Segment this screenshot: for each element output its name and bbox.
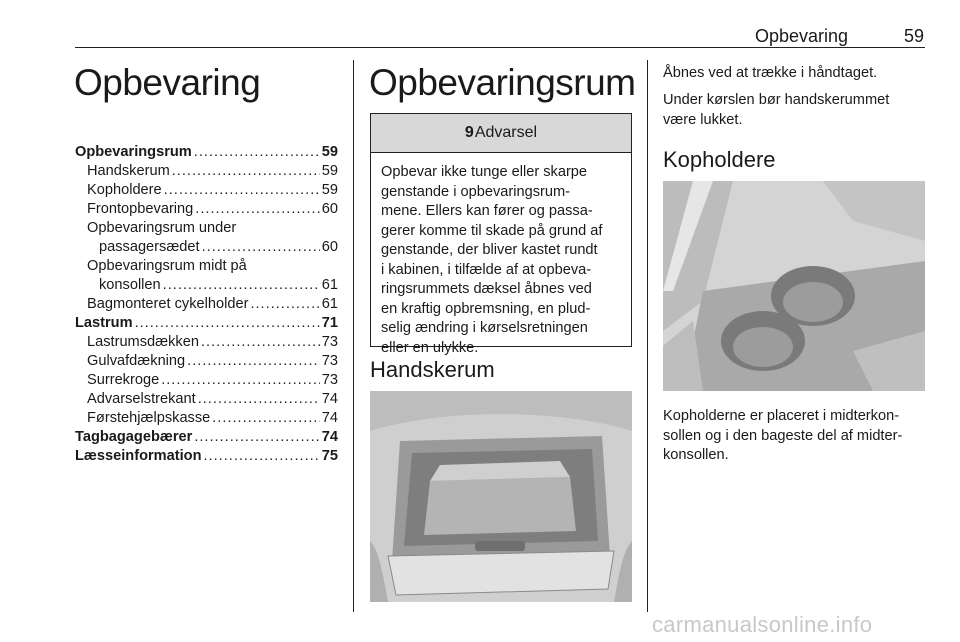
- toc-entry-page: 59: [321, 163, 338, 179]
- header-rule: [75, 47, 925, 48]
- toc-entry-label: Opbevaringsrum: [75, 144, 192, 160]
- toc-entry-label: konsollen: [99, 277, 161, 293]
- warning-line: mene. Ellers kan fører og passa-: [381, 203, 593, 219]
- table-of-contents: [75, 143, 338, 466]
- cupholder-heading: Kopholdere: [663, 147, 776, 172]
- toc-leader-dots: [172, 162, 320, 181]
- toc-entry: [75, 276, 338, 295]
- toc-entry: [75, 295, 338, 314]
- warning-line: selig ændring i kørselsretningen: [381, 320, 588, 336]
- toc-entry-page: 74: [321, 391, 338, 407]
- warning-text: [371, 153, 631, 358]
- toc-entry-page: 74: [321, 429, 338, 445]
- warning-line: genstande, der bliver kastet rundt: [381, 242, 598, 258]
- toc-entry: [75, 333, 338, 352]
- toc-leader-dots: [250, 295, 319, 314]
- warning-line: eller en ulykke.: [381, 339, 479, 356]
- toc-entry-label: Lastrum: [75, 315, 133, 331]
- warning-line: Opbevar ikke tunge eller skarpe: [381, 164, 588, 180]
- toc-entry-label: Lastrumsdækken: [87, 334, 199, 350]
- toc-leader-dots: [204, 447, 320, 466]
- toc-entry-page: 61: [321, 296, 338, 312]
- toc-leader-dots: [164, 181, 320, 200]
- toc-entry-label: Kopholdere: [87, 182, 162, 198]
- toc-entry-label: Opbevaringsrum midt på: [87, 258, 247, 274]
- toc-entry-page: 59: [321, 182, 338, 198]
- toc-leader-dots: [187, 352, 320, 371]
- toc-entry-page: 73: [321, 372, 338, 388]
- toc-entry-page: 60: [321, 201, 338, 217]
- warning-line: i kabinen, i tilfælde af at opbeva-: [381, 261, 592, 278]
- toc-entry: [75, 447, 338, 466]
- column-divider-2: [647, 60, 648, 612]
- warning-header: [371, 114, 631, 153]
- toc-entry: [75, 181, 338, 200]
- toc-entry-label: Gulvafdækning: [87, 353, 186, 369]
- toc-leader-dots: [194, 143, 320, 162]
- toc-leader-dots: [163, 276, 320, 295]
- toc-entry: [75, 390, 338, 409]
- toc-entry: [75, 143, 338, 162]
- toc-entry-page: 71: [321, 315, 338, 331]
- toc-entry-label: Surrekroge: [87, 372, 160, 388]
- warning-title: Advarsel: [474, 124, 538, 141]
- cupholder-text: Kopholderne er placeret i midterkon- sollen og i den bageste del af midter- konsollen.: [663, 408, 903, 463]
- warning-line: ringsrummets dæksel åbnes ved: [381, 281, 592, 297]
- glovebox-drive-text: Under kørslen bør handskerummet være lukket.: [663, 92, 890, 128]
- toc-leader-dots: [212, 409, 319, 428]
- toc-entry-label: passagersædet: [99, 239, 200, 255]
- toc-entry-label: Bagmonteret cykelholder: [87, 296, 249, 312]
- glovebox-illustration: [370, 391, 632, 602]
- toc-leader-dots: [135, 314, 320, 333]
- toc-entry-label: Handskerum: [87, 163, 170, 179]
- warning-box: [370, 113, 632, 356]
- toc-entry-page: 73: [321, 353, 338, 369]
- toc-entry-label: Tagbagagebærer: [75, 429, 193, 445]
- toc-entry: [75, 257, 338, 276]
- toc-entry: [75, 219, 338, 238]
- toc-entry: [75, 352, 338, 371]
- glovebox-open-text: Åbnes ved at trække i håndtaget.: [663, 65, 878, 81]
- toc-entry: [75, 162, 338, 181]
- toc-entry: [75, 238, 338, 257]
- toc-entry-label: Advarselstrekant: [87, 391, 196, 407]
- toc-entry: [75, 371, 338, 390]
- toc-leader-dots: [161, 371, 320, 390]
- toc-entry: [75, 314, 338, 333]
- toc-entry-page: 59: [321, 144, 338, 160]
- warning-icon: 9: [464, 124, 474, 141]
- toc-entry-label: Frontopbevaring: [87, 201, 194, 217]
- column-divider-1: [353, 60, 354, 612]
- warning-line: genstande i opbevaringsrum-: [381, 183, 571, 200]
- toc-entry-page: 74: [321, 410, 338, 426]
- toc-entry-label: Læsseinformation: [75, 448, 202, 464]
- toc-entry: [75, 200, 338, 219]
- toc-entry-page: 75: [321, 448, 338, 464]
- chapter-title: Opbevaring: [74, 62, 261, 103]
- section-title: Opbevaringsrum: [369, 62, 636, 103]
- toc-leader-dots: [202, 238, 320, 257]
- toc-leader-dots: [198, 390, 320, 409]
- warning-line: en kraftig opbremsning, en plud-: [381, 300, 591, 317]
- toc-entry-page: 73: [321, 334, 338, 350]
- warning-line: gerer komme til skade på grund af: [381, 222, 603, 239]
- watermark: carmanualsonline.info: [652, 612, 873, 637]
- toc-entry: [75, 428, 338, 447]
- toc-entry-page: 61: [321, 277, 338, 293]
- toc-entry: [75, 409, 338, 428]
- toc-leader-dots: [201, 333, 320, 352]
- page-number: 59: [903, 26, 924, 46]
- toc-leader-dots: [194, 428, 319, 447]
- toc-entry-label: Førstehjælpskasse: [87, 410, 211, 426]
- toc-entry-page: 60: [321, 239, 338, 255]
- cupholder-illustration: [663, 181, 925, 391]
- running-header-title: Opbevaring: [754, 26, 848, 46]
- glovebox-heading: Handskerum: [370, 357, 495, 382]
- toc-leader-dots: [195, 200, 319, 219]
- toc-entry-label: Opbevaringsrum under: [87, 220, 237, 236]
